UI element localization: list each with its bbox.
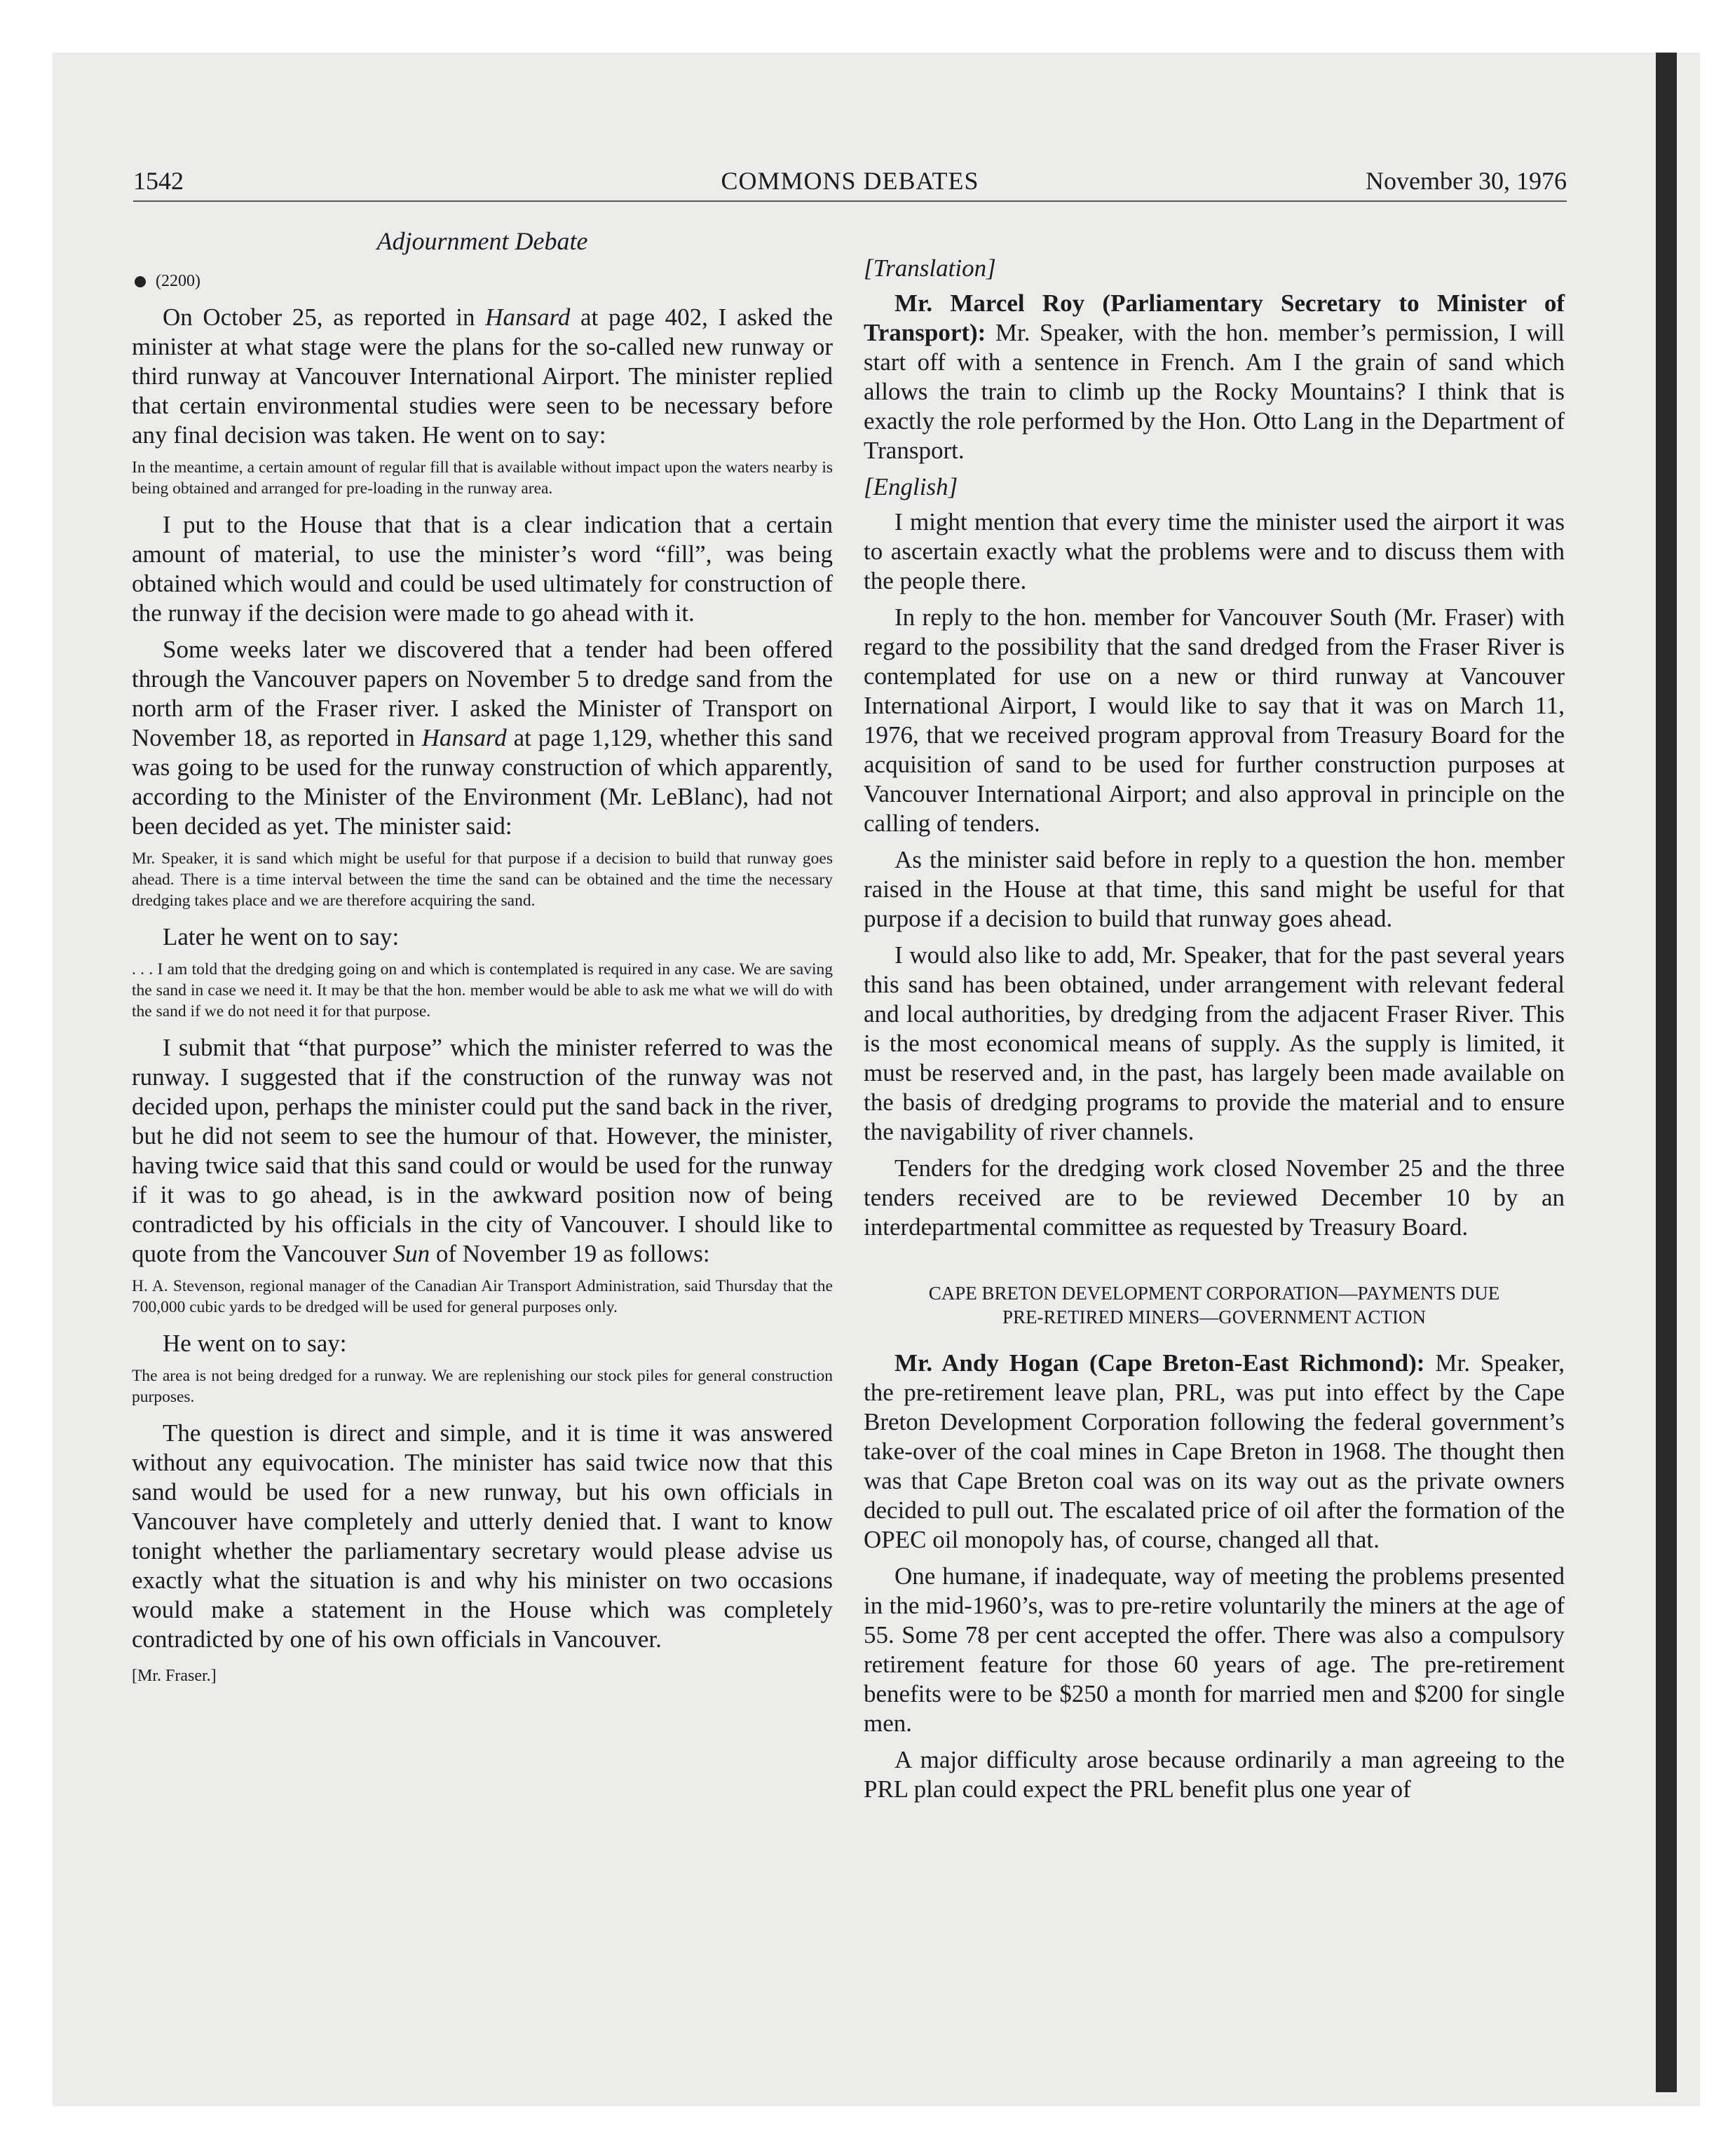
publication-title: COMMONS DEBATES: [721, 167, 979, 195]
attribution: [Mr. Fraser.]: [132, 1667, 217, 1685]
timecode: [132, 269, 833, 293]
subject-heading: [864, 1281, 1565, 1329]
paragraph: Tenders for the dredging work closed November 25 and the three tenders received are to be reviewed December 10 by an interdepartmental committee as requested by Treasury Board.: [864, 1154, 1565, 1241]
header-rule: [133, 200, 1567, 202]
paragraph: One humane, if inadequate, way of meeting the problems presented in the mid-1960’s, was to pre-retire voluntarily the miners at the age of 55. Some 78 per cent accepted the offer. There was also a compulsory retirement feature for those 60 years of age. The pre-retirement benefits were to be $250 a month for married men and $200 for single men.: [864, 1562, 1565, 1737]
paragraph: The question is direct and simple, and it is time it was answered without any equivocation. The minister has said twice now that this sand would be used for a new runway, but his own officials in Vancouver have completely and utterly denied that. I want to know tonight whether the parliamentary secretary would please advise us exactly what the situation is and why his minister on two occasions would make a statement in the House which was completely contradicted by one of his own officials in Vancouver.: [132, 1419, 833, 1653]
subject-heading-line: PRE-RETIRED MINERS—GOVERNMENT ACTION: [1002, 1306, 1426, 1328]
block-quote: The area is not being dredged for a runway. We are replenishing our stock piles for general construction purposes.: [132, 1367, 833, 1406]
paragraph: Some weeks later we discovered that a tender had been offered through the Vancouver papers on November 5 to dredge sand from the north arm of the Fraser river. I asked the Minister of Transport on November 18, as reported in Hansard at page 1,129, whether this sand was going to be used for the runway construction of which apparently, according to the Minister of the Environment (Mr. LeBlanc), had not been decided as yet. The minister said:: [132, 636, 833, 840]
language-tag: [English]: [864, 473, 958, 500]
section-title: Adjournment Debate: [376, 227, 588, 255]
subject-heading-line: CAPE BRETON DEVELOPMENT CORPORATION—PAYMENTS DUE: [928, 1283, 1500, 1304]
right-column: [864, 254, 1565, 1811]
page-header: [133, 163, 1567, 199]
block-quote: . . . I am told that the dredging going on and which is contemplated is required in any case. We are saving the sand in case we need it. It may be that the hon. member would be able to ask me what we will do with the sand if we do not need it for that purpose.: [132, 960, 833, 1021]
timecode-text: (2200): [156, 272, 200, 290]
paragraph: Later he went on to say:: [163, 923, 400, 950]
paragraph: In reply to the hon. member for Vancouver South (Mr. Fraser) with regard to the possibility that the sand dredged from the Fraser River is contemplated for use on a new or third runway at Vancouver International Airport, I would like to say that it was on March 11, 1976, that we received program approval from Treasury Board for the acquisition of sand to be used for further construction purposes at Vancouver International Airport; and also approval in principle on the calling of tenders.: [864, 603, 1565, 837]
speaker-name: Mr. Andy Hogan (Cape Breton-East Richmond):: [894, 1349, 1425, 1377]
header-date: November 30, 1976: [1366, 167, 1567, 195]
page-number: 1542: [133, 167, 184, 195]
language-tag: [Translation]: [864, 254, 996, 282]
paragraph: I submit that “that purpose” which the minister referred to was the runway. I suggested that if the construction of the runway was not decided upon, perhaps the minister could put the sand back in the river, but he did not seem to see the humour of that. However, the minister, having twice said that this sand could or would be used for the runway if it was to go ahead, is in the awkward position now of being contradicted by his officials in the city of Vancouver. I should like to quote from the Vancouver Sun of November 19 as follows:: [132, 1034, 833, 1267]
block-quote: H. A. Stevenson, regional manager of the Canadian Air Transport Administration, said Thursday that the 700,000 cubic yards to be dredged will be used for general purposes only.: [132, 1277, 833, 1316]
paragraph: Mr. Andy Hogan (Cape Breton-East Richmond): Mr. Speaker, the pre-retirement leave plan, PRL, was put into effect by the Cape Breton Development Corporation following the federal government’s take-over of the coal mines in Cape Breton in 1968. The thought then was that Cape Breton coal was on its way out as the private owners decided to pull out. The escalated price of oil after the formation of the OPEC oil monopoly has, of course, changed all that.: [864, 1349, 1565, 1553]
block-quote: In the meantime, a certain amount of regular fill that is available without impact upon the waters nearby is being obtained and arranged for pre-loading in the runway area.: [132, 458, 833, 498]
paragraph: I might mention that every time the minister used the airport it was to ascertain exactly what the problems were and to discuss them with the people there.: [864, 508, 1565, 594]
paragraph: Mr. Marcel Roy (Parliamentary Secretary to Minister of Transport): Mr. Speaker, with the hon. member’s permission, I will start off with a sentence in French. Am I the grain of sand which allows the train to climb up the Rocky Mountains? I think that is exactly the role performed by the Hon. Otto Lang in the Department of Transport.: [864, 289, 1565, 464]
paragraph: As the minister said before in reply to a question the hon. member raised in the House at that time, this sand might be useful for that purpose if a decision to build that runway goes ahead.: [864, 846, 1565, 932]
scan-edge-bar: [1656, 53, 1677, 2092]
paragraph: I put to the House that that is a clear indication that a certain amount of material, to use the minister’s word “fill”, was being obtained which would and could be used ultimately for construction of the runway if the decision were made to go ahead with it.: [132, 511, 833, 627]
block-quote: Mr. Speaker, it is sand which might be useful for that purpose if a decision to build that runway goes ahead. There is a time interval between the time the sand can be obtained and the time the necessary dredging takes place and we are therefore acquiring the sand.: [132, 850, 833, 910]
paragraph: He went on to say:: [163, 1330, 347, 1357]
paragraph: A major difficulty arose because ordinarily a man agreeing to the PRL plan could expect the PRL benefit plus one year of: [864, 1746, 1565, 1803]
speaker-name: Mr. Marcel Roy (Parliamentary Secretary to Minister of Transport):: [864, 289, 1565, 346]
paragraph: I would also like to add, Mr. Speaker, that for the past several years this sand has been obtained, under arrangement with relevant federal and local authorities, by dredging from the adjacent Fraser River. This is the most economical means of supply. As the supply is limited, it must be reserved and, in the past, has largely been made available on the basis of dredging programs to provide the material and to ensure the navigability of river channels.: [864, 941, 1565, 1145]
paragraph: On October 25, as reported in Hansard at page 402, I asked the minister at what stage were the plans for the so-called new runway or third runway at Vancouver International Airport. The minister replied that certain environmental studies were seen to be necessary before any final decision was taken. He went on to say:: [132, 303, 834, 449]
bullet-icon: [135, 276, 146, 287]
left-column: [132, 210, 833, 1688]
